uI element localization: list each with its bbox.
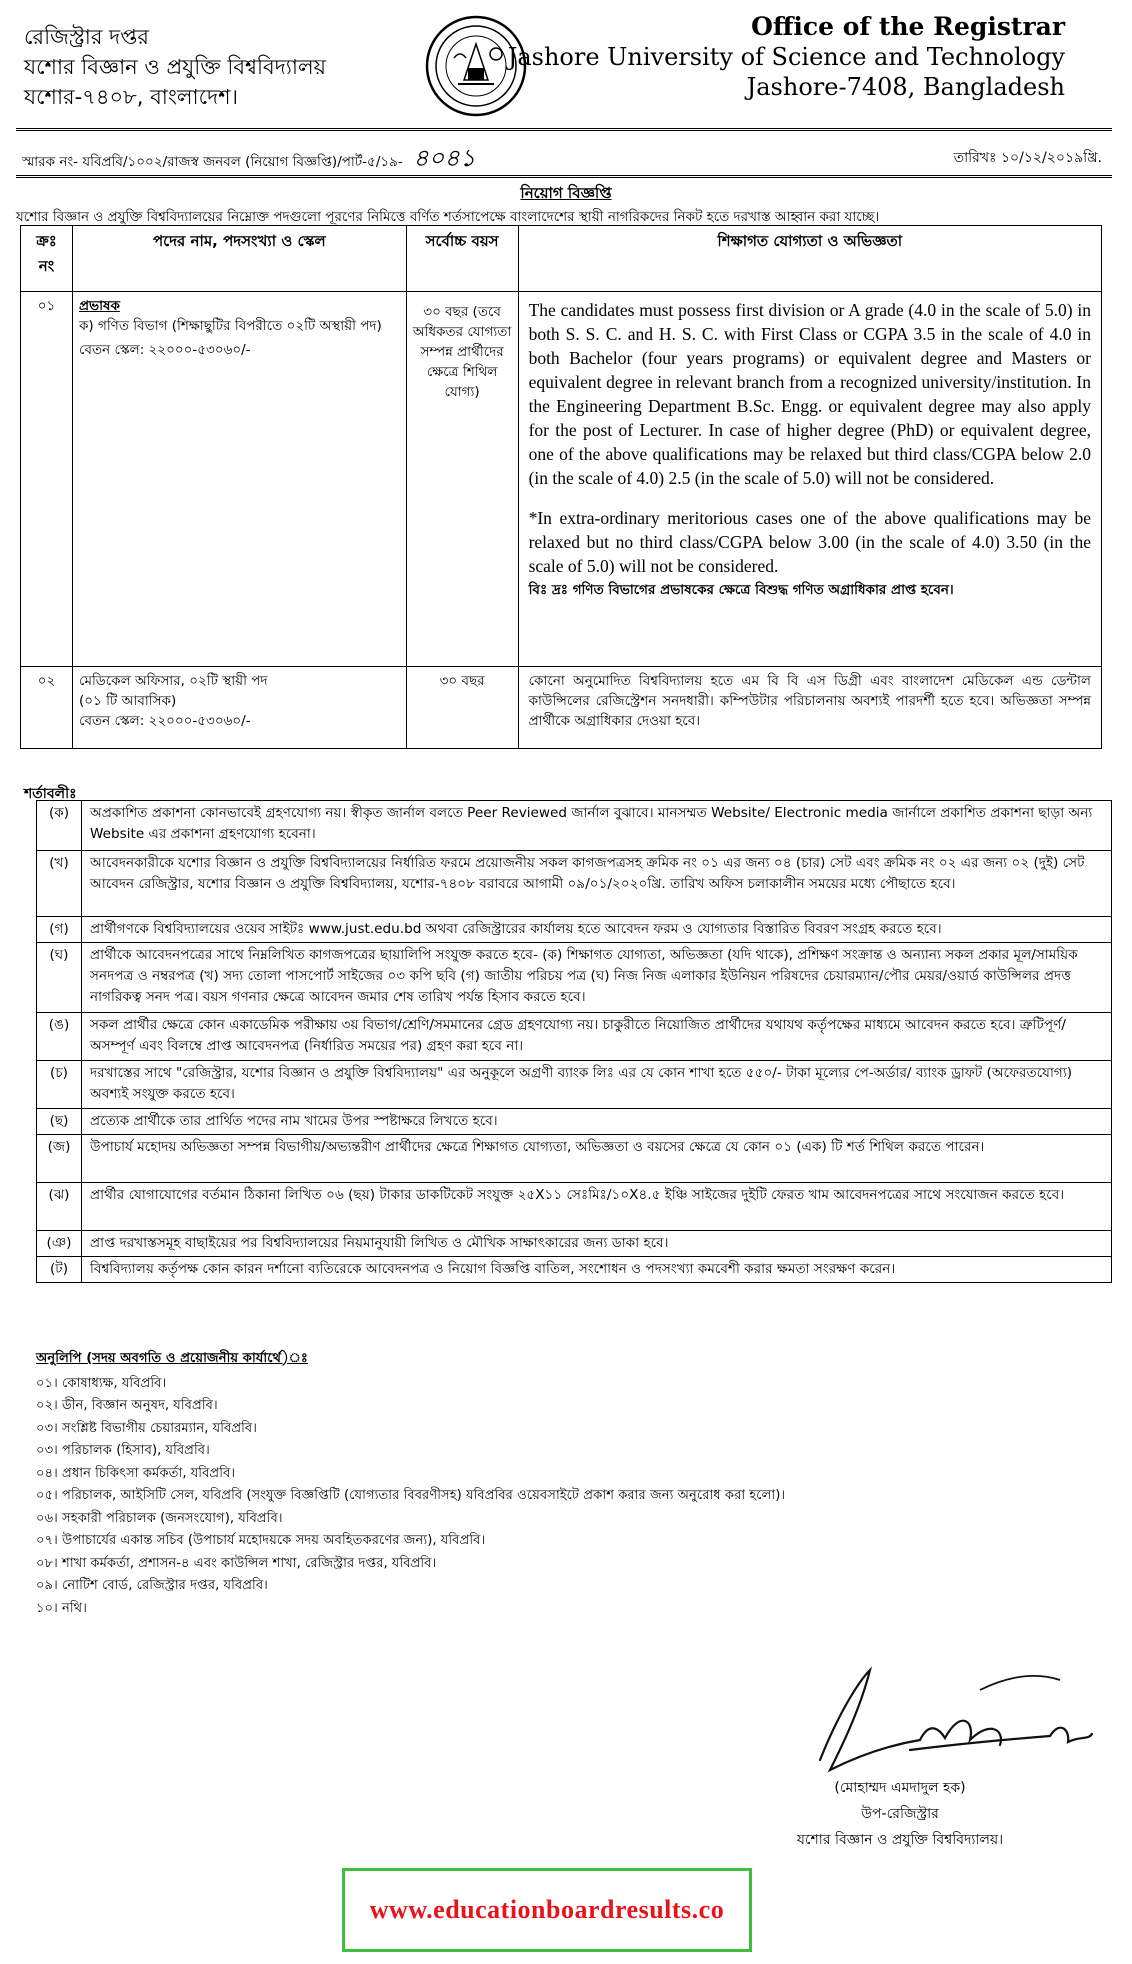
- row1-post-title: প্রভাষক: [78, 298, 120, 314]
- header-qualification: শিক্ষাগত যোগ্যতা ও অভিজ্ঞতা: [518, 226, 1101, 292]
- memo-ref: স্মারক নং- যবিপ্রবি/১০০২/রাজস্ব জনবল (নিয়োগ বিজ্ঞপ্তি)/পার্ট-৫/১৯-: [22, 154, 403, 170]
- row1-qual-p2: *In extra-ordinary meritorious cases one of the above qualifications may be relaxed but no third class/CGPA below 3.00 (in the scale of 4.0) 3.50 (in the scale of 5.0) will not be considered.: [528, 508, 1091, 576]
- term-row: [37, 917, 1112, 943]
- en-address: Jashore-7408, Bangladesh: [746, 73, 1065, 101]
- row1-post: [72, 292, 406, 667]
- term-row: [37, 1109, 1112, 1135]
- row1-qualification: [518, 292, 1101, 667]
- copy-item: ০৩। সংশ্লিষ্ট বিভাগীয় চেয়ারম্যান, যবিপ্রবি।: [36, 1420, 257, 1436]
- term-text: প্রার্থীর যোগাযোগের বর্তমান ঠিকানা লিখিত ০৬ (ছয়) টাকার ডাকটিকেট সংযুক্ত ২৫X১১ সেঃমিঃ/১০X৪.৫ ইঞ্চি সাইজের দুইটি ফেরত খাম আবেদনপত্রের সাথে সংযোজন করতে হবে।: [82, 1183, 1112, 1231]
- term-label: (ক): [37, 801, 82, 851]
- signatory-name: (মোহাম্মদ এমদাদুল হক): [834, 1780, 966, 1796]
- term-text: প্রার্থীকে আবেদনপত্রের সাথে নিম্নলিখিত কাগজপত্রের ছায়ালিপি সংযুক্ত করতে হবে- (ক) শিক্ষাগত যোগ্যতা, অভিজ্ঞতা (যদি থাকে), প্রশিক্ষণ সংক্রান্ত ও অন্যান্য সকল প্রকার মূল/সাময়িক সনদপত্র ও নম্বরপত্র (খ) সদ্য তোলা পাসপোর্ট সাইজের ০৩ কপি ছবি (গ) জাতীয় পরিচয় পত্র (ঘ) নিজ নিজ এলাকার ইউনিয়ন পরিষদের চেয়ারম্যান/পৌর মেয়র/ওয়ার্ড কাউন্সিলর প্রদত্ত নাগরিকত্ব সনদ পত্র। বয়স গণনার ক্ষেত্রে আবেদন জমার শেষ তারিখ পর্যন্ত হিসাব করতে হবে।: [82, 943, 1112, 1013]
- signatory-designation: উপ-রেজিস্ট্রার: [861, 1806, 939, 1822]
- signatory-organization: যশোর বিজ্ঞান ও প্রযুক্তি বিশ্ববিদ্যালয়।: [796, 1832, 1004, 1848]
- term-row: [37, 1257, 1112, 1283]
- copies-heading: অনুলিপি (সদয় অবগতি ও প্রয়োজনীয় কার্যার্থে)ঃ: [36, 1351, 308, 1366]
- jobs-row-lecturer: [21, 292, 1102, 667]
- row2-post: [72, 667, 406, 749]
- row1-serial: ০১: [21, 292, 73, 667]
- term-text: দরখাস্তের সাথে "রেজিস্ট্রার, যশোর বিজ্ঞান ও প্রযুক্তি বিশ্ববিদ্যালয়" এর অনুকূলে অগ্রণী ব্যাংক লিঃ এর যে কোন শাখা হতে ৫৫০/- টাকা মূল্যের পে-অর্ডার/ ব্যাংক ড্রাফট (অফেরতযোগ্য) অবশ্যই সংযুক্ত করতে হবে।: [82, 1061, 1112, 1109]
- row2-scale: বেতন স্কেল: ২২০০০-৫৩০৬০/-: [78, 713, 251, 729]
- term-text: উপাচার্য মহোদয় অভিজ্ঞতা সম্পন্ন বিভাগীয়/অভ্যন্তরীণ প্রার্থীদের ক্ষেত্রে শিক্ষাগত যোগ্যতা, অভিজ্ঞতা ও বয়সের ক্ষেত্রে যে কোন ০১ (এক) টি শর্ত শিথিল করতে পারেন।: [82, 1135, 1112, 1183]
- term-text: আবেদনকারীকে যশোর বিজ্ঞান ও প্রযুক্তি বিশ্ববিদ্যালয়ের নির্ধারিত ফরমে প্রয়োজনীয় সকল কাগজপত্রসহ ক্রমিক নং ০১ এর জন্য ০৪ (চার) সেট এবং ক্রমিক নং ০২ এর জন্য ০২ (দুই) সেট আবেদন রেজিস্ট্রার, যশোর বিজ্ঞান ও প্রযুক্তি বিশ্ববিদ্যালয়, যশোর-৭৪০৮ বরাবরে আগামী ০৯/০১/২০২০খ্রি. তারিখ অফিস চলাকালীন সময়ের মধ্যে পৌছাতে হবে।: [82, 851, 1112, 917]
- row1-scale: বেতন স্কেল: ২২০০০-৫৩০৬০/-: [78, 342, 251, 358]
- term-label: (ট): [37, 1257, 82, 1283]
- bn-office: রেজিস্ট্রার দপ্তর: [24, 25, 149, 49]
- term-label: (খ): [37, 851, 82, 917]
- term-row: [37, 1061, 1112, 1109]
- copy-item: ০২। ডীন, বিজ্ঞান অনুষদ, যবিপ্রবি।: [36, 1398, 218, 1413]
- term-label: (গ): [37, 917, 82, 943]
- row1-qual-note: বিঃ দ্রঃ গণিত বিভাগের প্রভাষকের ক্ষেত্রে বিশুদ্ধ গণিত অগ্রাধিকার প্রাপ্ত হবেন।: [528, 582, 954, 598]
- row2-post-detail: (০১ টি আবাসিক): [78, 693, 177, 709]
- row1-qual-p1: The candidates must possess first division or A grade (4.0 in the scale of 5.0) in both S. S. C. and H. S. C. with First Class or CGPA 3.5 in the scale of 4.0 in both Bachelor (four years programs) or equivalent degree and Masters or equivalent degree in relevant branch from a recognized university/institution. In the Engineering Department B.Sc. Engg. or equivalent degree may also apply for the post of Lecturer. In case of higher degree (PhD) or equivalent degree, one of the above qualifications may be relaxed but third class/CGPA below 2.0 (in the scale of 4.0) 2.5 (in the scale of 5.0) will not be considered.: [528, 300, 1091, 488]
- term-text: প্রার্থীগণকে বিশ্ববিদ্যালয়ের ওয়েব সাইটঃ www.just.edu.bd অথবা রেজিস্ট্রারের কার্যালয় হতে আবেদন ফরম ও যোগ্যতার বিস্তারিত বিবরণ সংগ্রহ করতে হবে।: [82, 917, 1112, 943]
- header-serial: ক্রঃ নং: [21, 226, 73, 292]
- term-row: [37, 1231, 1112, 1257]
- term-text: সকল প্রার্থীর ক্ষেত্রে কোন একাডেমিক পরীক্ষায় ৩য় বিভাগ/শ্রেণি/সমমানের গ্রেড গ্রহণযোগ্য নয়। চাকুরীতে নিয়োজিত প্রার্থীদের যথাযথ কর্তৃপক্ষের মাধ্যমে আবেদন করতে হবে। ত্রুটিপূর্ণ/অসম্পূর্ণ এবং বিলম্বে প্রাপ্ত আবেদনপত্র (নির্ধারিত সময়ের পর) গ্রহণ করা হবে না।: [82, 1013, 1112, 1061]
- term-row: [37, 1135, 1112, 1183]
- term-label: (ঙ): [37, 1013, 82, 1061]
- header-age: সর্বোচ্চ বয়স: [406, 226, 518, 292]
- memo-ref-handwritten: ৪০৪১: [413, 144, 476, 172]
- jobs-table: [20, 225, 1102, 749]
- row2-post-title: মেডিকেল অফিসার, ০২টি স্থায়ী পদ: [78, 673, 268, 689]
- copy-item: ০৯। নোটিশ বোর্ড, রেজিস্ট্রার দপ্তর, যবিপ্রবি।: [36, 1578, 268, 1593]
- terms-table: [36, 800, 1112, 1283]
- row2-qualification: কোনো অনুমোদিত বিশ্ববিদ্যালয় হতে এম বি বি এস ডিগ্রী এবং বাংলাদেশ মেডিকেল এন্ড ডেন্টাল কাউন্সিলের রেজিস্ট্রেশন সনদধারী। কম্পিউটার পরিচালনায় অবশ্যই পারদর্শী হতে হবে। অভিজ্ঞতা সম্পন্ন প্রার্থীকে অগ্রাধিকার দেওয়া হবে।: [518, 667, 1101, 749]
- term-row: [37, 851, 1112, 917]
- row1-post-detail: ক) গণিত বিভাগ (শিক্ষাছুটির বিপরীতে ০২টি অস্থায়ী পদ): [78, 318, 382, 334]
- notice-title: নিয়োগ বিজ্ঞপ্তি: [520, 184, 612, 202]
- copy-item: ০৮। শাখা কর্মকর্তা, প্রশাসন-৪ এবং কাউন্সিল শাখা, রেজিস্ট্রার দপ্তর, যবিপ্রবি।: [36, 1555, 437, 1571]
- terms-heading: শর্তাবলীঃ: [24, 786, 77, 802]
- term-row: [37, 1183, 1112, 1231]
- en-university: Jashore University of Science and Technology: [507, 43, 1065, 71]
- term-text: বিশ্ববিদ্যালয় কর্তৃপক্ষ কোন কারন দর্শানো ব্যতিরেকে আবেদনপত্র ও নিয়োগ বিজ্ঞপ্তি বাতিল, সংশোধন ও পদসংখ্যা কমবেশী করার ক্ষমতা সংরক্ষণ করেন।: [82, 1257, 1112, 1283]
- term-label: (ঞ): [37, 1231, 82, 1257]
- copies-section: [36, 1348, 1096, 1620]
- jobs-row-medical: [21, 667, 1102, 749]
- term-text: প্রাপ্ত দরখাস্তসমূহ বাছাইয়ের পর বিশ্ববিদ্যালয়ের নিয়মানুযায়ী লিখিত ও মৌখিক সাক্ষাৎকারের জন্য ডাকা হবে।: [82, 1231, 1112, 1257]
- term-label: (ঝ): [37, 1183, 82, 1231]
- copy-item: ০৫। পরিচালক, আইসিটি সেল, যবিপ্রবি (সংযুক্ত বিজ্ঞপ্তিটি (যোগ্যতার বিবরণীসহ) যবিপ্রবির ওয়েবসাইটে প্রকাশ করার জন্য অনুরোধ করা হলো)।: [36, 1488, 786, 1503]
- term-label: (চ): [37, 1061, 82, 1109]
- bn-university: যশোর বিজ্ঞান ও প্রযুক্তি বিশ্ববিদ্যালয়: [24, 55, 326, 79]
- bn-address: যশোর-৭৪০৮, বাংলাদেশ।: [24, 85, 239, 109]
- term-row: [37, 801, 1112, 851]
- term-text: অপ্রকাশিত প্রকাশনা কোনভাবেই গ্রহণযোগ্য নয়। স্বীকৃত জার্নাল বলতে Peer Reviewed জার্নাল বুঝাবে। মানসম্মত Website/ Electronic media জার্নালে প্রকাশিত প্রকাশনা ছাড়া অন্য Website এর প্রকাশনা গ্রহণযোগ্য হবেনা।: [82, 801, 1112, 851]
- term-row: [37, 943, 1112, 1013]
- term-label: (ছ): [37, 1109, 82, 1135]
- memo-reference: [22, 140, 475, 180]
- header-bangla: [24, 22, 404, 112]
- copy-item: ০১। কোষাধ্যক্ষ, যবিপ্রবি।: [36, 1375, 167, 1391]
- handwritten-signature: [800, 1650, 1100, 1780]
- copy-item: ০৩। পরিচালক (হিসাব), যবিপ্রবি।: [36, 1443, 210, 1458]
- memo-date: তারিখঃ ১০/১২/২০১৯খ্রি.: [953, 150, 1102, 166]
- row2-serial: ০২: [21, 667, 73, 749]
- signature-block: [740, 1775, 1060, 1853]
- row1-age: ৩০ বছর (তবে অধিকতর যোগ্যতা সম্পন্ন প্রার্থীদের ক্ষেত্রে শিথিল যোগ্য): [406, 292, 518, 667]
- header-english: [505, 12, 1065, 102]
- term-row: [37, 1013, 1112, 1061]
- term-text: প্রত্যেক প্রার্থীকে তার প্রার্থিত পদের নাম খামের উপর স্পষ্টাক্ষরে লিখতে হবে।: [82, 1109, 1112, 1135]
- website-watermark: [342, 1868, 752, 1952]
- copy-item: ০৭। উপাচার্যের একান্ত সচিব (উপাচার্য মহোদয়কে সদয় অবহিতকরণের জন্য), যবিপ্রবি।: [36, 1533, 486, 1548]
- jobs-header-row: [21, 226, 1102, 292]
- copy-item: ০৪। প্রধান চিকিৎসা কর্মকর্তা, যবিপ্রবি।: [36, 1465, 236, 1481]
- term-label: (জ): [37, 1135, 82, 1183]
- term-label: (ঘ): [37, 943, 82, 1013]
- en-office: Office of the Registrar: [751, 12, 1065, 41]
- watermark-text: www.educationboardresults.co: [369, 1895, 725, 1924]
- row2-age: ৩০ বছর: [406, 667, 518, 749]
- header-rule: [16, 128, 1112, 131]
- header-post: পদের নাম, পদসংখ্যা ও স্কেল: [72, 226, 406, 292]
- memo-rule: [16, 175, 1112, 178]
- copy-item: ০৬। সহকারী পরিচালক (জনসংযোগ), যবিপ্রবি।: [36, 1510, 283, 1526]
- notice-intro: যশোর বিজ্ঞান ও প্রযুক্তি বিশ্ববিদ্যালয়ের নিম্নোক্ত পদগুলো পূরণের নিমিত্তে বর্ণিত শর্তসাপেক্ষে বাংলাদেশের স্থায়ী নাগরিকদের নিকট হতে দরখাস্ত আহ্বান করা যাচ্ছে।: [16, 209, 880, 225]
- copy-item: ১০। নথি।: [36, 1600, 87, 1616]
